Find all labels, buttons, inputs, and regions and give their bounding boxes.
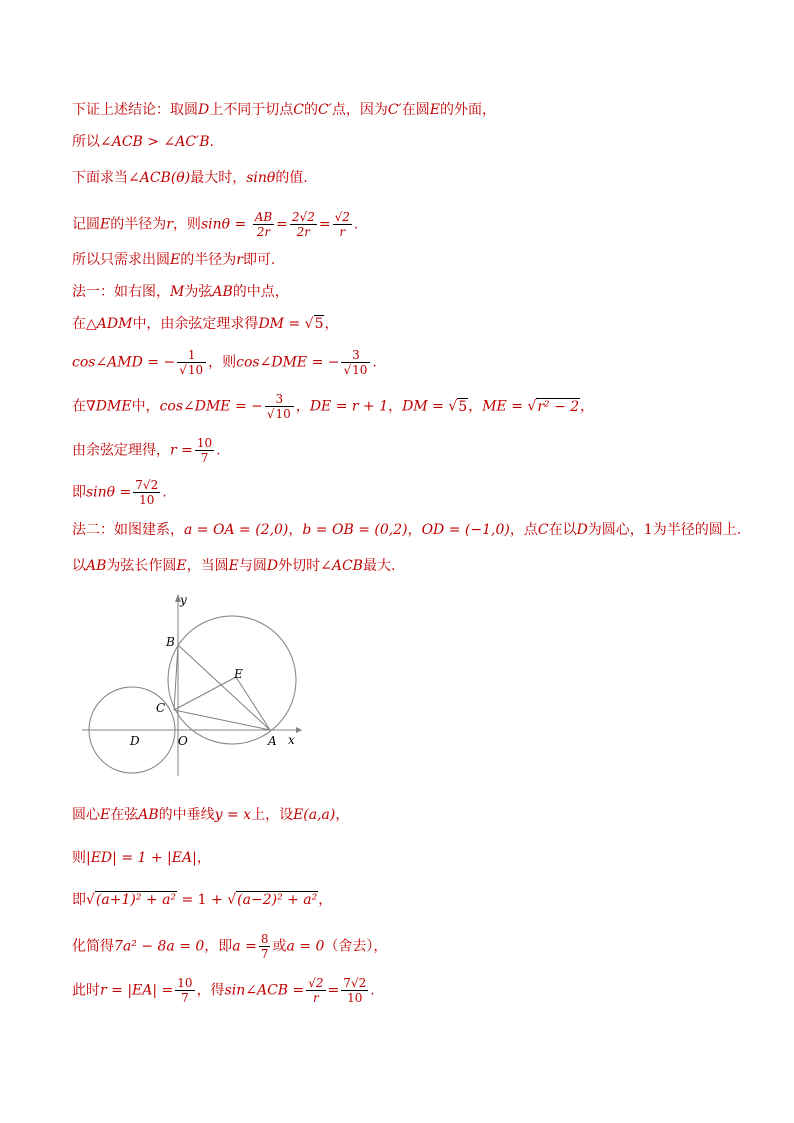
math-span: DM = bbox=[402, 398, 444, 415]
fraction bbox=[259, 932, 271, 961]
text-span: 的半径为 bbox=[110, 216, 167, 233]
math-span: AB bbox=[212, 284, 233, 300]
text-span: 点，因为 bbox=[331, 102, 388, 118]
text-line-5 bbox=[72, 250, 275, 270]
math-span: a = OA = (2,0) bbox=[184, 522, 289, 538]
label-y: y bbox=[180, 593, 187, 607]
math-span: sinθ bbox=[246, 170, 276, 186]
radicand: (a+1)² + a² bbox=[95, 892, 177, 908]
radicand: 5 bbox=[314, 316, 324, 332]
x-axis-arrow bbox=[296, 727, 302, 733]
math-span: E(a,a) bbox=[293, 807, 336, 823]
fraction bbox=[177, 348, 206, 377]
text-line-2 bbox=[72, 132, 214, 152]
text-line-4 bbox=[72, 210, 358, 239]
math-span: ∇DME bbox=[86, 398, 132, 415]
radicand: r² − 2 bbox=[537, 398, 580, 415]
math-span: C′ bbox=[387, 102, 402, 118]
text-span: 的值. bbox=[275, 170, 308, 186]
math-span: E bbox=[170, 252, 181, 268]
text-span: 最大时， bbox=[190, 170, 247, 186]
text-span: . bbox=[209, 134, 214, 150]
text-span: 为弦 bbox=[184, 284, 213, 300]
text-line-3 bbox=[72, 168, 308, 188]
text-span: 即可. bbox=[242, 252, 276, 268]
text-span: ， bbox=[407, 522, 422, 538]
text-span: 中， bbox=[131, 398, 160, 415]
text-span: 即 bbox=[72, 484, 86, 501]
radicand: 5 bbox=[458, 398, 468, 415]
math-span: E bbox=[228, 558, 239, 574]
circle-e bbox=[168, 616, 296, 744]
text-span: 所以 bbox=[72, 134, 100, 150]
text-span: ，点 bbox=[509, 522, 538, 538]
text-span: 与圆 bbox=[238, 558, 267, 574]
text-span: 最大. bbox=[362, 558, 396, 574]
text-span: 为圆心， bbox=[587, 522, 644, 538]
text-span: 以 bbox=[72, 558, 86, 574]
text-span: 在 bbox=[72, 398, 86, 415]
sqrt: √(a+1)² + a² bbox=[86, 892, 177, 908]
fraction bbox=[175, 976, 194, 1005]
math-span: C bbox=[293, 102, 304, 118]
text-span: . bbox=[372, 354, 377, 371]
text-span: ， bbox=[324, 316, 339, 332]
text-span: 化简得 bbox=[72, 938, 114, 955]
segment-ba bbox=[178, 645, 270, 730]
text-span: . bbox=[216, 442, 221, 459]
math-span: D bbox=[198, 102, 210, 118]
math-span: ∠ACB bbox=[320, 558, 363, 574]
fraction bbox=[253, 210, 274, 239]
text-span: ， bbox=[196, 850, 211, 866]
text-span: 外切时 bbox=[278, 558, 321, 574]
numerator: 2√2 bbox=[291, 210, 315, 224]
text-span: 下证上述结论：取圆 bbox=[72, 102, 198, 118]
text-span: 上不同于切点 bbox=[209, 102, 294, 118]
radicand: (a−2)² + a² bbox=[237, 892, 318, 908]
math-span: AB bbox=[138, 807, 159, 823]
math-span: M bbox=[170, 284, 185, 300]
math-span: AB bbox=[86, 558, 107, 574]
text-span: 的中垂线 bbox=[158, 807, 215, 823]
denominator: 10 bbox=[341, 990, 368, 1005]
text-span: 法二：如图建系， bbox=[72, 522, 184, 538]
math-span: E bbox=[100, 216, 111, 233]
text-span: ， bbox=[468, 398, 483, 415]
text-span: 下面求当 bbox=[72, 170, 128, 186]
text-span: . bbox=[162, 484, 167, 501]
label-o: O bbox=[178, 734, 188, 748]
fraction bbox=[290, 210, 317, 239]
numerator: √2 bbox=[308, 976, 324, 990]
text-line-16 bbox=[72, 890, 332, 910]
label-a: A bbox=[268, 734, 277, 748]
numerator: 8 bbox=[260, 932, 269, 946]
text-span: 在 bbox=[72, 316, 86, 332]
math-span: r bbox=[166, 216, 173, 233]
numerator: AB bbox=[254, 210, 273, 224]
text-line-11 bbox=[72, 478, 167, 507]
text-span: ，得 bbox=[196, 982, 225, 999]
math-span: C bbox=[537, 522, 549, 538]
label-x: x bbox=[288, 733, 295, 747]
text-span: ， bbox=[318, 892, 333, 908]
math-span: OD = (−1,0) bbox=[421, 522, 510, 538]
numerator: 10 bbox=[196, 436, 213, 450]
text-line-12 bbox=[72, 520, 741, 540]
math-span: 7a² − 8a = 0 bbox=[114, 938, 205, 955]
denominator: √10 bbox=[341, 362, 370, 377]
text-span: 的外面， bbox=[439, 102, 496, 118]
text-span: 法一：如右图， bbox=[72, 284, 170, 300]
math-span: cos∠DME = − bbox=[159, 398, 263, 415]
math-span: r = bbox=[170, 442, 193, 459]
text-span: 的中点， bbox=[232, 284, 289, 300]
math-span: D bbox=[576, 522, 588, 538]
text-line-9 bbox=[72, 392, 594, 421]
math-span: y = x bbox=[214, 807, 252, 823]
text-line-7 bbox=[72, 314, 338, 334]
numerator: 3 bbox=[352, 348, 360, 362]
math-span: E bbox=[176, 558, 187, 574]
math-span: ME = bbox=[482, 398, 523, 415]
math-span: r = |EA| = bbox=[100, 982, 174, 999]
math-span: |ED| = 1 + |EA| bbox=[86, 850, 197, 866]
text-span: 的 bbox=[303, 102, 318, 118]
text-line-18 bbox=[72, 976, 375, 1005]
math-span: C′ bbox=[317, 102, 332, 118]
math-span: b = OB = (0,2) bbox=[302, 522, 408, 538]
text-line-13 bbox=[72, 556, 395, 576]
figure-svg bbox=[82, 590, 312, 780]
text-span: 记圆 bbox=[72, 216, 100, 233]
math-span: DE = r + 1 bbox=[309, 398, 389, 415]
math-span: cos∠AMD = − bbox=[72, 354, 176, 371]
denominator: 2r bbox=[290, 224, 317, 239]
sqrt: √5 bbox=[448, 398, 468, 415]
text-span: ，则 bbox=[172, 216, 201, 233]
math-span: E bbox=[100, 807, 111, 823]
equals-sign: = bbox=[327, 982, 340, 999]
text-span: 由余弦定理得， bbox=[72, 442, 170, 459]
math-span: a = 0 bbox=[286, 938, 325, 955]
sqrt: √5 bbox=[304, 316, 324, 332]
text-span: （舍去）， bbox=[324, 938, 388, 955]
numerator: √2 bbox=[334, 210, 350, 224]
text-line-8 bbox=[72, 348, 377, 377]
sqrt: √r² − 2 bbox=[527, 398, 580, 415]
math-span: sin∠ACB = bbox=[224, 982, 305, 999]
equals-sign: = bbox=[276, 216, 288, 233]
math-span: sinθ = bbox=[86, 484, 132, 501]
fraction bbox=[133, 478, 160, 507]
text-span: 为半径的圆上. bbox=[652, 522, 742, 538]
denominator: √10 bbox=[265, 406, 294, 421]
label-c: C bbox=[156, 701, 166, 715]
sqrt: √(a−2)² + a² bbox=[227, 892, 318, 908]
text-span: ， bbox=[580, 398, 595, 415]
segment-ce bbox=[174, 677, 236, 710]
text-span: 圆心 bbox=[72, 807, 100, 823]
text-line-14 bbox=[72, 805, 349, 825]
text-span: 在弦 bbox=[110, 807, 139, 823]
text-span: 所以只需求出圆 bbox=[72, 252, 170, 268]
fraction bbox=[341, 976, 368, 1005]
denominator: 2r bbox=[253, 224, 274, 239]
numerator: 1 bbox=[187, 348, 196, 362]
equals-sign: = bbox=[318, 216, 331, 233]
fraction bbox=[265, 392, 294, 421]
text-span: ， bbox=[295, 398, 310, 415]
math-span: r bbox=[236, 252, 243, 268]
label-e: E bbox=[234, 667, 243, 681]
denominator: 7 bbox=[175, 990, 194, 1005]
text-span: ，即 bbox=[204, 938, 233, 955]
numerator: 10 bbox=[177, 976, 193, 990]
denominator: 10 bbox=[133, 492, 160, 507]
radicand: 10 bbox=[352, 363, 368, 377]
segment-cb bbox=[174, 645, 178, 710]
text-span: ， bbox=[288, 522, 303, 538]
text-span: . bbox=[353, 216, 359, 233]
fraction bbox=[195, 436, 214, 465]
radicand: 10 bbox=[275, 407, 291, 421]
math-span: DM = bbox=[258, 316, 301, 332]
text-span: . bbox=[370, 982, 375, 999]
label-b: B bbox=[166, 635, 175, 649]
math-span: a = bbox=[232, 938, 257, 955]
math-span: ∠ACB > ∠AC′B bbox=[100, 134, 210, 150]
math-span: △ADM bbox=[86, 316, 133, 332]
numerator: 3 bbox=[275, 392, 284, 406]
text-span: 即 bbox=[72, 892, 86, 908]
text-span: ， bbox=[388, 398, 403, 415]
math-span: ∠ACB(θ) bbox=[128, 170, 191, 186]
text-line-17 bbox=[72, 932, 387, 961]
denominator: r bbox=[333, 224, 352, 239]
label-d: D bbox=[130, 734, 140, 748]
text-span: 中，由余弦定理求得 bbox=[132, 316, 259, 332]
text-span: 的半径为 bbox=[180, 252, 237, 268]
numerator: 7√2 bbox=[343, 976, 367, 990]
fraction bbox=[333, 210, 352, 239]
text-span: 上，设 bbox=[251, 807, 294, 823]
text-span: 在圆 bbox=[401, 102, 430, 118]
denominator: √10 bbox=[177, 362, 206, 377]
text-span: ，当圆 bbox=[186, 558, 229, 574]
text-line-15 bbox=[72, 848, 211, 868]
math-span: E bbox=[429, 102, 440, 118]
math-span: cos∠DME = − bbox=[236, 354, 340, 371]
text-span: 或 bbox=[272, 938, 287, 955]
fraction bbox=[306, 976, 325, 1005]
coordinate-figure bbox=[82, 590, 312, 780]
math-span: D bbox=[266, 558, 279, 574]
math-span: 1 bbox=[643, 522, 653, 538]
denominator: r bbox=[306, 990, 325, 1005]
text-span: ， bbox=[335, 807, 350, 823]
text-span: 为弦长作圆 bbox=[106, 558, 177, 574]
fraction bbox=[341, 348, 370, 377]
text-line-1 bbox=[72, 100, 496, 120]
text-line-10 bbox=[72, 436, 221, 465]
text-span: ，则 bbox=[208, 354, 237, 371]
text-line-6 bbox=[72, 282, 289, 302]
numerator: 7√2 bbox=[135, 478, 159, 492]
math-span: sinθ = bbox=[200, 216, 247, 233]
radicand: 10 bbox=[187, 363, 204, 377]
denominator: 7 bbox=[260, 947, 269, 961]
text-span: 此时 bbox=[72, 982, 100, 999]
denominator: 7 bbox=[195, 450, 214, 465]
text-span: 在以 bbox=[548, 522, 577, 538]
text-span: 则 bbox=[72, 850, 86, 866]
math-span: = 1 + bbox=[181, 892, 223, 908]
